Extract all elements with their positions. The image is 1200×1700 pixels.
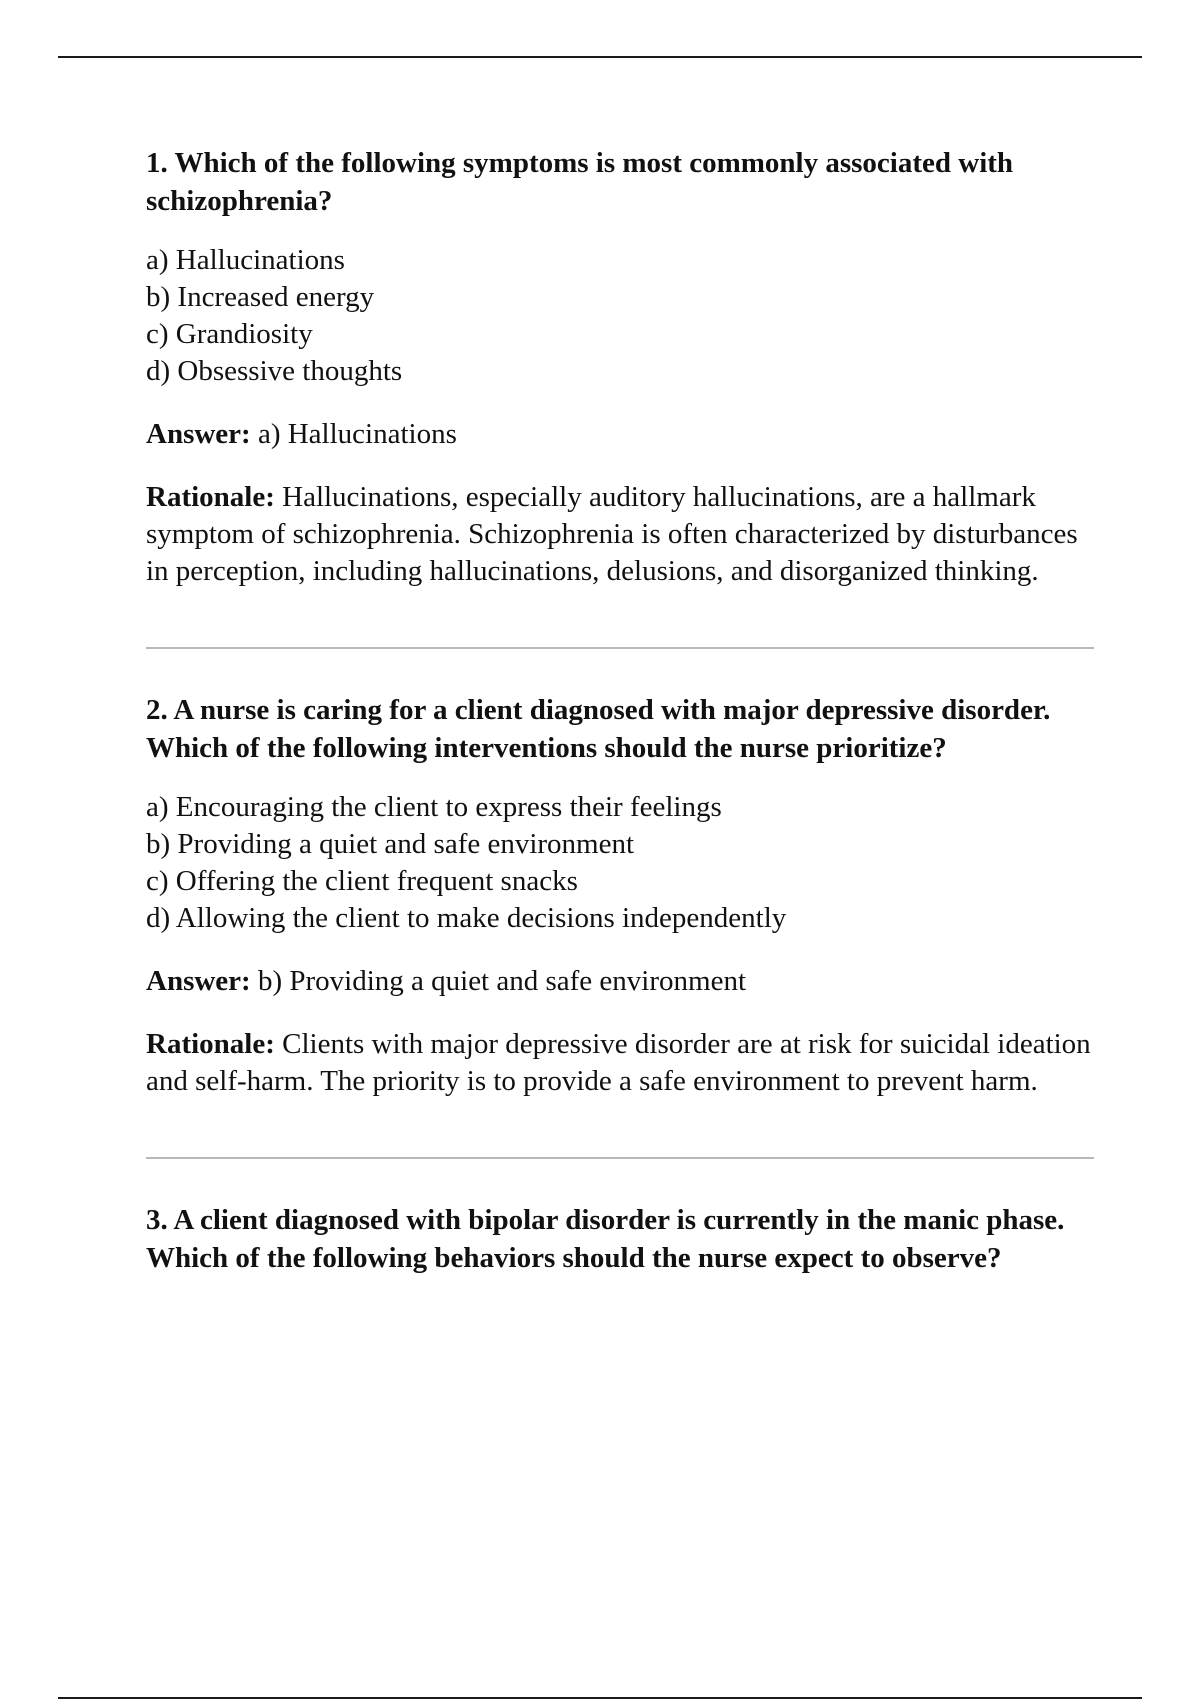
document-body: [146, 144, 1094, 1277]
question-1: [146, 144, 1094, 590]
bottom-rule: [58, 1697, 1142, 1699]
rationale: [146, 479, 1094, 590]
option-c: c) Grandiosity: [146, 318, 313, 350]
answer: [146, 416, 1094, 453]
question-title: 1. Which of the following symptoms is most commonly associated with schizophrenia?: [146, 147, 1014, 217]
option-b: b) Increased energy: [146, 281, 375, 313]
answer-label: Answer:: [146, 965, 251, 997]
rationale-text: Hallucinations, especially auditory hallucinations, are a hallmark symptom of schizophrenia. Schizophrenia is often characterized by disturbances in perception, including hallucinations, delusions, and disorganized thinking.: [146, 481, 1078, 587]
question-title: 2. A nurse is caring for a client diagnosed with major depressive disorder. Which of the following interventions should the nurse prioritize?: [146, 694, 1051, 764]
rationale-label: Rationale:: [146, 1028, 275, 1060]
question-3: [146, 1201, 1094, 1277]
option-a: a) Encouraging the client to express their feelings: [146, 791, 722, 823]
section-divider: [146, 647, 1094, 649]
option-d: d) Obsessive thoughts: [146, 355, 403, 387]
answer-text: a) Hallucinations: [257, 418, 457, 450]
section-divider: [146, 1157, 1094, 1159]
question-title: 3. A client diagnosed with bipolar disorder is currently in the manic phase. Which of the following behaviors should the nurse expect to observe?: [146, 1204, 1065, 1274]
answer-label: Answer:: [146, 418, 251, 450]
rationale: [146, 1026, 1094, 1100]
option-a: a) Hallucinations: [146, 244, 345, 276]
rationale-label: Rationale:: [146, 481, 275, 513]
answer-text: b) Providing a quiet and safe environment: [257, 965, 746, 997]
rationale-text: Clients with major depressive disorder are at risk for suicidal ideation and self-harm. The priority is to provide a safe environment to prevent harm.: [146, 1028, 1091, 1097]
question-2: [146, 691, 1094, 1100]
option-list: [146, 242, 1094, 390]
option-d: d) Allowing the client to make decisions independently: [146, 902, 787, 934]
answer: [146, 963, 1094, 1000]
top-rule: [58, 56, 1142, 58]
option-list: [146, 789, 1094, 937]
option-c: c) Offering the client frequent snacks: [146, 865, 578, 897]
option-b: b) Providing a quiet and safe environment: [146, 828, 635, 860]
